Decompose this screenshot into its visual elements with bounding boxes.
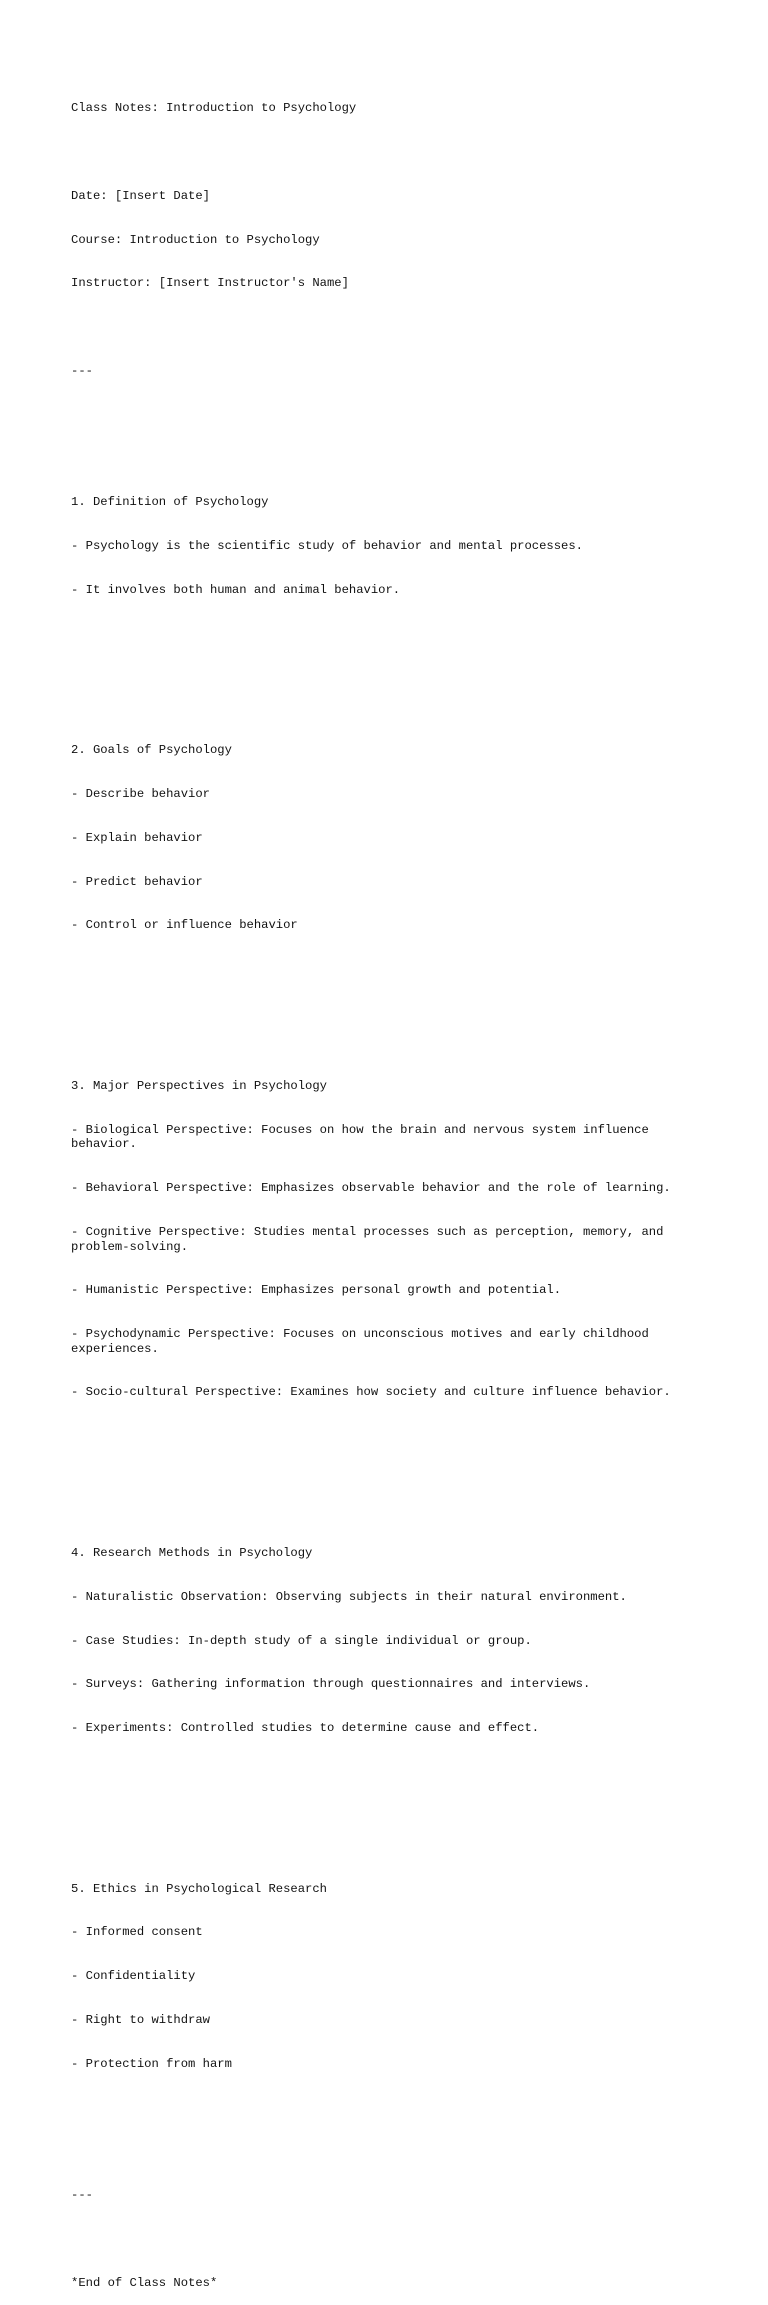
list-item: - Control or influence behavior — [71, 918, 298, 933]
spacer — [71, 656, 711, 671]
spacer — [71, 2232, 711, 2247]
list-item: - Psychodynamic Perspective: Focuses on unconscious motives and early childhood experiences. — [71, 1327, 657, 1356]
spacer — [71, 991, 711, 1006]
list-item: - Informed consent — [71, 1925, 203, 1940]
spacer — [71, 1458, 711, 1473]
section-research-methods — [71, 1517, 711, 1765]
section-heading: 2. Goals of Psychology — [71, 743, 232, 758]
section-ethics — [71, 1852, 711, 2100]
list-item: - Biological Perspective: Focuses on how the brain and nervous system influence behavior. — [71, 1122, 657, 1152]
divider-bottom: --- — [71, 2188, 93, 2203]
list-item: - Explain behavior — [71, 830, 203, 845]
list-item: - Right to withdraw — [71, 2012, 210, 2027]
list-item: - Experiments: Controlled studies to determine cause and effect. — [71, 1721, 540, 1736]
list-item: - Describe behavior — [71, 787, 210, 802]
list-item: - Confidentiality — [71, 1969, 196, 1984]
end-note: *End of Class Notes* — [71, 2275, 218, 2290]
document-page — [71, 72, 711, 2305]
list-item: - Humanistic Perspective: Emphasizes personal growth and potential. — [71, 1283, 562, 1298]
spacer — [71, 2130, 711, 2145]
spacer — [71, 320, 711, 335]
list-item: - Surveys: Gathering information through questionnaires and interviews. — [71, 1677, 591, 1692]
section-goals — [71, 714, 711, 962]
section-perspectives — [71, 1050, 711, 1429]
section-heading: 4. Research Methods in Psychology — [71, 1545, 313, 1560]
divider-top: --- — [71, 363, 93, 378]
instructor-line: Instructor: [Insert Instructor's Name] — [71, 276, 349, 291]
document-title: Class Notes: Introduction to Psychology — [71, 101, 357, 116]
list-item: - Socio-cultural Perspective: Examines how society and culture influence behavior. — [71, 1385, 671, 1400]
list-item: - Psychology is the scientific study of behavior and mental processes. — [71, 539, 583, 553]
section-heading: 1. Definition of Psychology — [71, 495, 269, 510]
spacer — [71, 1794, 711, 1809]
list-item: - Protection from harm — [71, 2056, 232, 2071]
section-definition — [71, 466, 711, 627]
spacer — [71, 145, 711, 160]
spacer — [71, 408, 711, 423]
section-heading: 3. Major Perspectives in Psychology — [71, 1078, 327, 1093]
list-item: - Behavioral Perspective: Emphasizes observable behavior and the role of learning. — [71, 1181, 671, 1196]
list-item: - Naturalistic Observation: Observing subjects in their natural environment. — [71, 1589, 627, 1604]
list-item: - Predict behavior — [71, 874, 203, 889]
list-item: - Case Studies: In-depth study of a single individual or group. — [71, 1633, 532, 1648]
section-heading: 5. Ethics in Psychological Research — [71, 1881, 327, 1896]
course-line: Course: Introduction to Psychology — [71, 232, 320, 247]
list-item: - It involves both human and animal behavior. — [71, 582, 401, 597]
date-line: Date: [Insert Date] — [71, 188, 210, 203]
list-item: - Cognitive Perspective: Studies mental processes such as perception, memory, and problem-solving. — [71, 1224, 671, 1254]
